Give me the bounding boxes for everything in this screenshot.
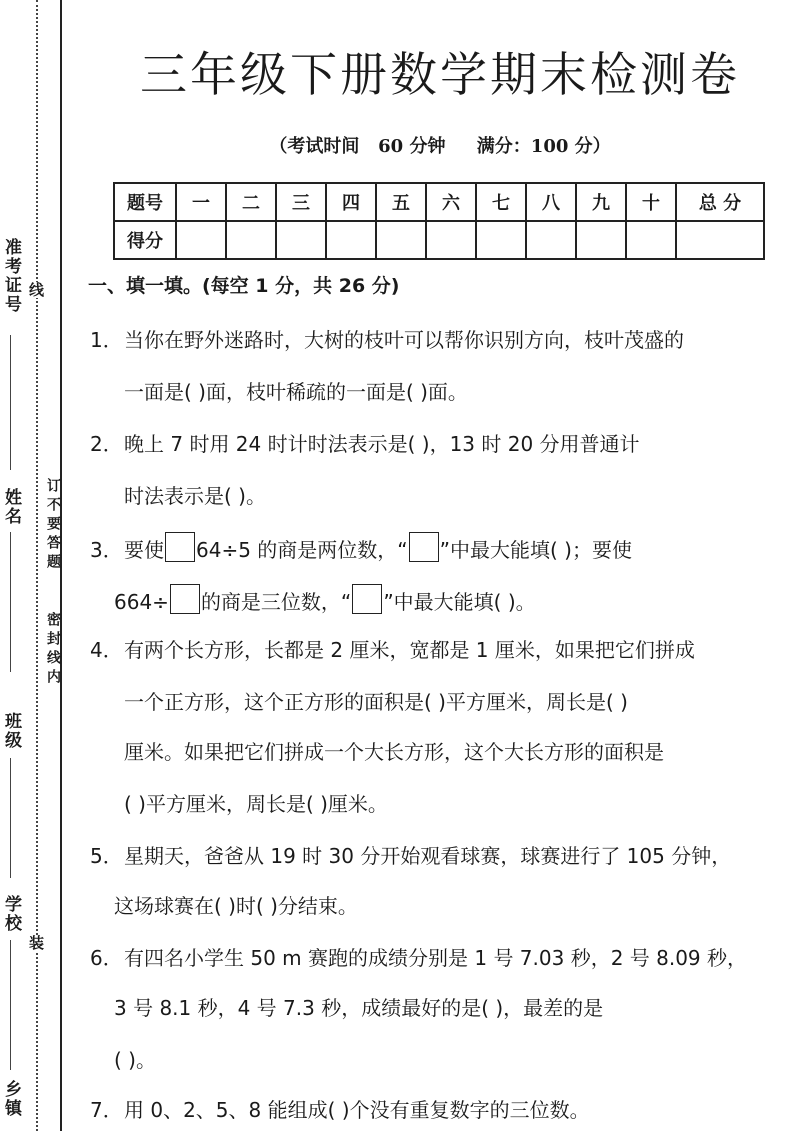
school-blank xyxy=(10,940,11,1070)
column-header: 三 xyxy=(276,183,326,221)
column-header: 四 xyxy=(326,183,376,221)
fill-box xyxy=(409,532,439,562)
question-text: 当你在野外迷路时，大树的枝叶可以帮你识别方向，枝叶茂盛的 xyxy=(124,328,684,352)
question-text: 有两个长方形，长都是 2 厘米，宽都是 1 厘米，如果把它们拼成 xyxy=(124,638,695,662)
question-text: ”中最大能填( )；要使 xyxy=(439,538,632,562)
score-cell xyxy=(176,221,226,259)
score-table xyxy=(113,182,765,260)
seal-notice-1: 订不要答题 xyxy=(45,478,61,573)
score-table-score-row xyxy=(114,221,764,259)
fill-box xyxy=(165,532,195,562)
question-7 xyxy=(90,1094,590,1123)
question-text: 64÷5 的商是两位数，“ xyxy=(196,538,408,562)
question-2 xyxy=(90,428,640,457)
column-header: 六 xyxy=(426,183,476,221)
column-header: 八 xyxy=(526,183,576,221)
score-cell xyxy=(376,221,426,259)
column-header: 七 xyxy=(476,183,526,221)
score-cell xyxy=(576,221,626,259)
score-cell xyxy=(526,221,576,259)
question-text: ”中最大能填( )。 xyxy=(383,590,536,614)
question-1 xyxy=(90,324,684,353)
question-number: 7． xyxy=(90,1098,123,1122)
question-text: 用 0、2、5、8 能组成( )个没有重复数字的三位数。 xyxy=(124,1098,590,1122)
fill-box xyxy=(352,584,382,614)
class-blank xyxy=(10,758,11,878)
question-number: 3． xyxy=(90,538,123,562)
score-cell xyxy=(326,221,376,259)
column-header: 九 xyxy=(576,183,626,221)
column-header: 二 xyxy=(226,183,276,221)
column-header: 十 xyxy=(626,183,676,221)
seal-notice-2: 密封线内 xyxy=(45,612,61,688)
score-cell xyxy=(626,221,676,259)
question-number: 5． xyxy=(90,844,123,868)
question-6-line-3: ( )。 xyxy=(114,1048,156,1072)
town-label: 乡镇 xyxy=(1,1080,21,1118)
total-score-cell xyxy=(676,221,764,259)
bind-mark: 装 xyxy=(27,935,45,951)
exam-info: （考试时间 60 分钟 满分：100 分） xyxy=(269,136,611,157)
question-5 xyxy=(90,840,731,869)
section-heading: 一、填一填。(每空 1 分，共 26 分) xyxy=(88,275,400,297)
candidate-number-blank xyxy=(10,335,11,470)
column-header: 一 xyxy=(176,183,226,221)
question-4-line-4: ( )平方厘米，周长是( )厘米。 xyxy=(124,792,388,816)
school-label: 学校 xyxy=(1,895,21,933)
score-cell xyxy=(476,221,526,259)
score-cell xyxy=(226,221,276,259)
fill-box xyxy=(170,584,200,614)
question-text: 星期天，爸爸从 19 时 30 分开始观看球赛，球赛进行了 105 分钟， xyxy=(124,844,732,868)
question-1-line-2: 一面是( )面，枝叶稀疏的一面是( )面。 xyxy=(124,380,468,404)
question-text: 要使 xyxy=(124,538,164,562)
score-cell xyxy=(276,221,326,259)
name-label: 姓名 xyxy=(1,488,21,526)
question-4-line-2: 一个正方形，这个正方形的面积是( )平方厘米，周长是( ) xyxy=(124,690,628,714)
column-header: 五 xyxy=(376,183,426,221)
question-3-line-2 xyxy=(114,584,536,615)
page-title: 三年级下册数学期末检测卷 xyxy=(140,48,740,103)
question-number-label: 题号 xyxy=(114,183,176,221)
question-number: 1． xyxy=(90,328,123,352)
line-mark: 线 xyxy=(27,282,45,298)
question-4-line-3: 厘米。如果把它们拼成一个大长方形，这个大长方形的面积是 xyxy=(124,740,664,764)
question-text: 的商是三位数，“ xyxy=(200,590,352,614)
question-2-line-2: 时法表示是( )。 xyxy=(124,484,266,508)
name-blank xyxy=(10,532,11,672)
question-5-line-2: 这场球赛在( )时( )分结束。 xyxy=(114,894,358,918)
question-6 xyxy=(90,942,747,971)
score-label: 得分 xyxy=(114,221,176,259)
question-number: 4． xyxy=(90,638,123,662)
binding-dotted-line xyxy=(36,0,38,1131)
score-cell xyxy=(426,221,476,259)
question-number: 2． xyxy=(90,432,123,456)
total-score-label: 总 分 xyxy=(676,183,764,221)
question-4 xyxy=(90,634,695,663)
question-text: 晚上 7 时用 24 时计时法表示是( )，13 时 20 分用普通计 xyxy=(124,432,640,456)
question-number: 6． xyxy=(90,946,123,970)
question-text: 有四名小学生 50 m 赛跑的成绩分别是 1 号 7.03 秒，2 号 8.09 秒， xyxy=(124,946,748,970)
class-label: 班级 xyxy=(1,712,21,750)
question-6-line-2: 3 号 8.1 秒，4 号 7.3 秒，成绩最好的是( )，最差的是 xyxy=(114,996,604,1020)
score-table-header-row xyxy=(114,183,764,221)
candidate-number-label: 准考证号 xyxy=(1,238,21,314)
question-text: 664÷ xyxy=(114,590,169,614)
question-3 xyxy=(90,532,632,563)
